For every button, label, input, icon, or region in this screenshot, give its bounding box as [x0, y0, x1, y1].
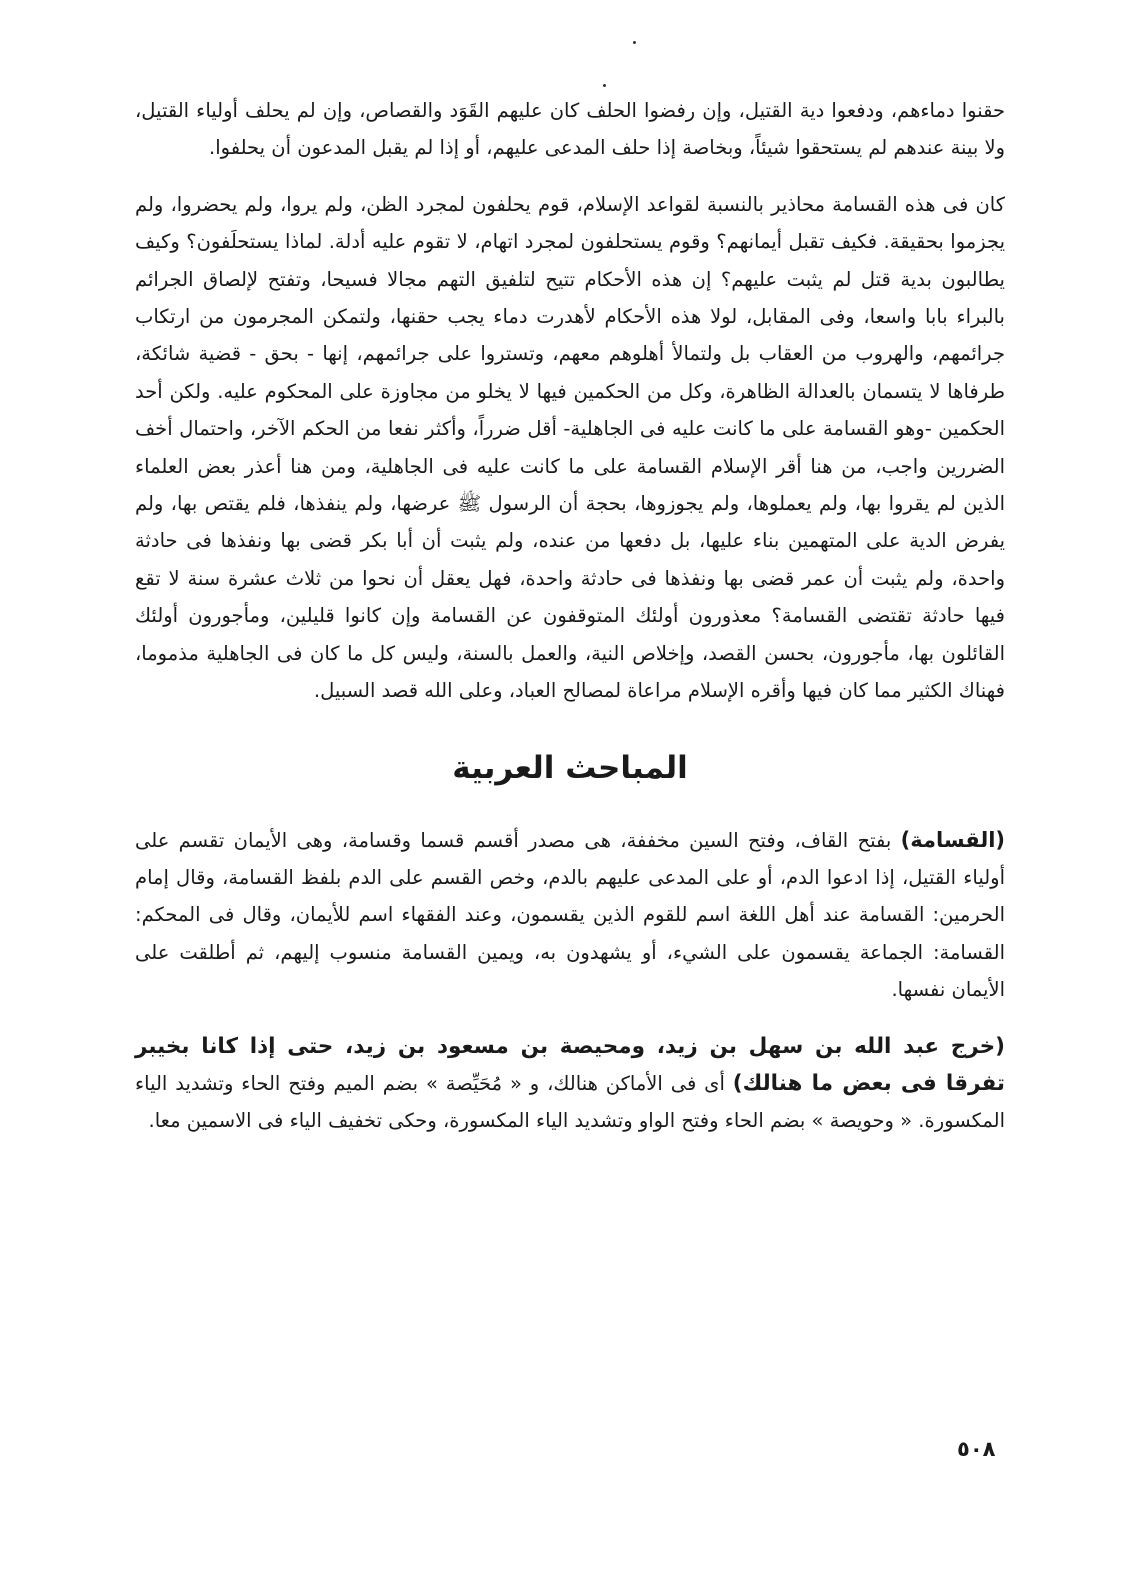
hadith-quote: (خرج عبد الله بن سهل بن زيد، ومحيصة بن مسعود بن زيد، حتى إذا كانا بخيبر تفرقا فى بعض ما هنالك) — [135, 1033, 1005, 1096]
hadith-paragraph — [135, 1028, 1005, 1140]
page-number: ٥٠٨ — [957, 1437, 996, 1461]
document-page — [135, 92, 1005, 1140]
body-paragraph-1: حقنوا دماءهم، ودفعوا دية القتيل، وإن رفضوا الحلف كان عليهم القَوَد والقصاص، وإن لم يحلف أولياء القتيل، ولا بينة عندهم لم يستحقوا شيئاً، وبخاصة إذا حلف المدعى عليهم، أو إذا لم يقبل المدعون أن يحلفوا. — [135, 99, 1005, 160]
section-heading: المباحث العربية — [452, 749, 688, 786]
hadith-explanation: أى فى الأماكن هنالك، و « مُحَيِّصة » بضم الميم وفتح الحاء وتشديد الياء المكسورة. « وحويصة » بضم الحاء وفتح الواو وتشديد الياء المكسورة، وحكى تخفيف الياء فى الاسمين معا. — [135, 1071, 1005, 1133]
scan-speck — [633, 41, 636, 44]
defined-term: (القسامة) — [900, 827, 1005, 852]
body-paragraph-2: كان فى هذه القسامة محاذير بالنسبة لقواعد الإسلام، قوم يحلفون لمجرد الظن، ولم يروا، ولم يحضروا، ولم يجزموا بحقيقة. فكيف تقبل أيمانهم؟ وقوم يستحلفون لمجرد اتهام، لا تقوم عليه أدلة. لماذا يستحلَفون؟ وكيف يطالبون بدية قتل لم يثبت عليهم؟ إن هذه الأحكام تتيح لتلفيق التهم مجالا فسيحا، وتفتح لإلصاق الجرائم بالبراء بابا واسعا، وفى المقابل، لولا هذه الأحكام لأهدرت دماء يجب حقنها، ولتمكن المجرمون من ارتكاب جرائمهم، والهروب من العقاب بل ولتمالأ أهلوهم معهم، وتستروا على جرائمهم، إنها - بحق - قضية شائكة، طرفاها لا يتسمان بالعدالة الظاهرة، وكل من الحكمين فيها لا يخلو من مجاوزة على المحكوم عليه. ولكن أحد الحكمين -وهو القسامة على ما كانت عليه فى الجاهلية- أقل ضرراً، وأكثر نفعا من الحكم الآخر، واحتمال أخف الضررين واجب، من هنا أقر الإسلام القسامة على ما كانت عليه فى الجاهلية، ومن هنا أعذر بعض العلماء الذين لم يقروا بها، ولم يعملوها، ولم يجوزوها، بحجة أن الرسول ﷺ عرضها، ولم ينفذها، فلم يقتص بها، ولم يفرض الدية على المتهمين بناء عليها، بل دفعها من عنده، ولم يثبت أن أبا بكر قضى بها ونفذها فى حادثة واحدة، ولم يثبت أن عمر قضى بها ونفذها فى حادثة واحدة، فهل يعقل أن نحوا من ثلاث عشرة سنة لا تقع فيها حادثة تقتضى القسامة؟ معذورون أولئك المتوقفون عن القسامة وإن كانوا قليلين، ومأجورون أولئك القائلون بها، مأجورون، بحسن القصد، وإخلاص النية، والعمل بالسنة، وليس كل ما كان فى الجاهلية مذموما، فهناك الكثير مما كان فيها وأقره الإسلام مراعاة لمصالح العباد، وعلى الله قصد السبيل. — [135, 192, 1005, 703]
definition-paragraph — [135, 822, 1005, 1009]
scan-speck — [603, 84, 606, 87]
definition-text: بفتح القاف، وفتح السين مخففة، هى مصدر أقسم قسما وقسامة، وهى الأيمان تقسم على أولياء القتيل، إذا ادعوا الدم، أو على المدعى عليهم بالدم، وخص القسم على الدم بلفظ القسامة، وقال إمام الحرمين: القسامة عند أهل اللغة اسم للقوم الذين يقسمون، وعند الفقهاء اسم للأيمان، وقال فى المحكم: القسامة: الجماعة يقسمون على الشيء، أو يشهدون به، ويمين القسامة منسوب إليهم، ثم أطلقت على الأيمان نفسها. — [135, 828, 1005, 1002]
